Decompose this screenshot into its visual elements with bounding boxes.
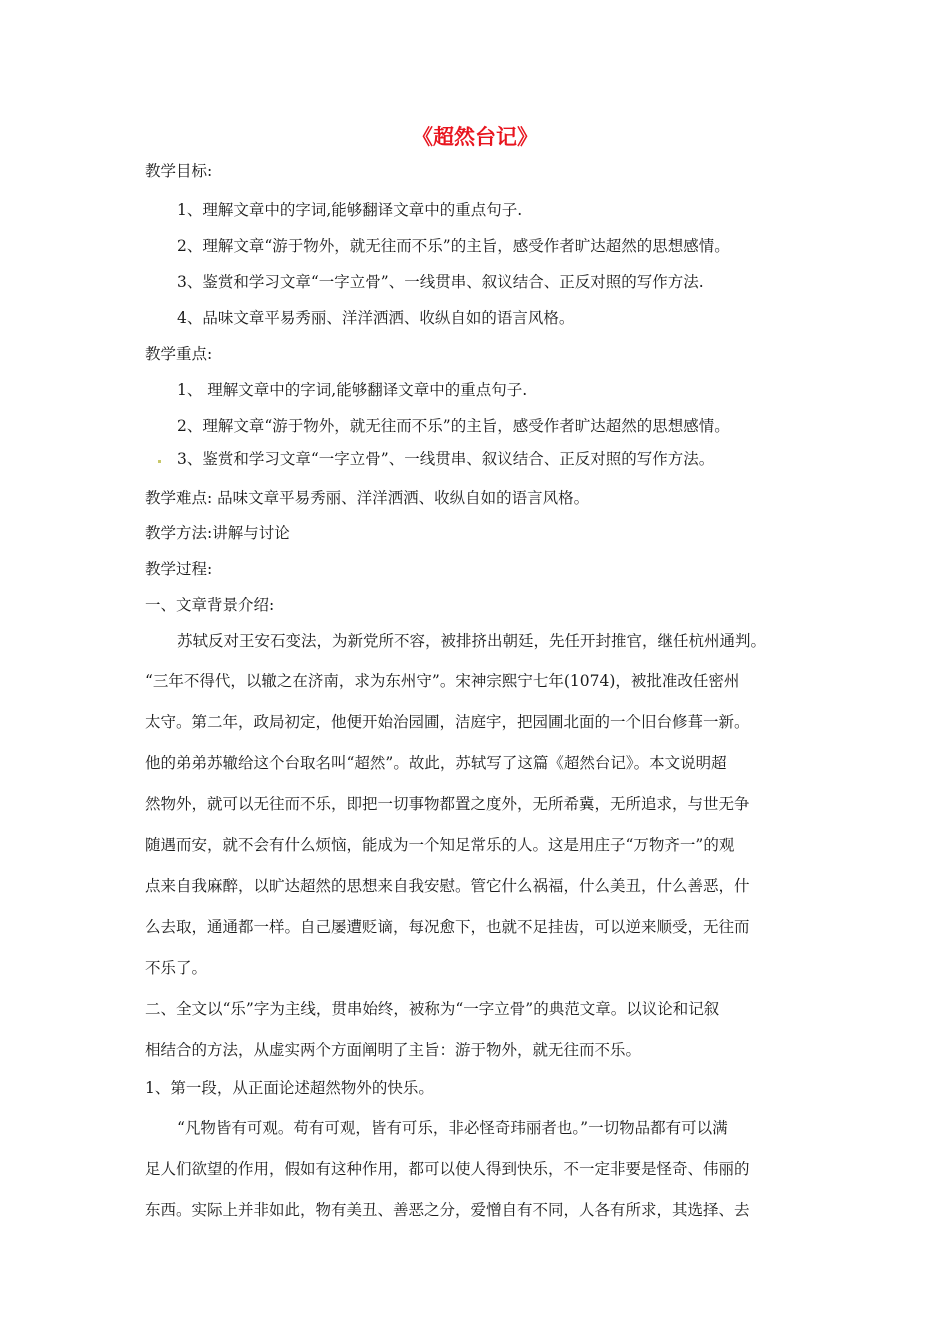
section-heading-objectives: 教学目标: — [145, 162, 213, 180]
objective-item: 3、鉴赏和学习文章“一字立骨”、一线贯串、叙议结合、正反对照的写作方法. — [177, 273, 704, 291]
body-text-line: 足人们欲望的作用，假如有这种作用，都可以使人得到快乐，不一定非要是怪奇、伟丽的 — [145, 1160, 750, 1178]
subsection-heading-background: 一、文章背景介绍: — [145, 596, 275, 614]
key-point-item: 3、鉴赏和学习文章“一字立骨”、一线贯串、叙议结合、正反对照的写作方法。 — [177, 450, 715, 468]
body-text-line: 二、全文以“乐”字为主线，贯串始终，被称为“一字立骨”的典范文章。以议论和记叙 — [145, 1000, 720, 1018]
difficulty-line: 教学难点: 品味文章平易秀丽、洋洋洒洒、收纵自如的语言风格。 — [145, 489, 590, 507]
objective-item: 4、品味文章平易秀丽、洋洋洒洒、收纵自如的语言风格。 — [177, 309, 575, 327]
key-point-item: 2、理解文章“游于物外，就无往而不乐”的主旨，感受作者旷达超然的思想感情。 — [177, 417, 730, 435]
body-text-line: “凡物皆有可观。苟有可观，皆有可乐，非必怪奇玮丽者也。”一切物品都有可以满 — [177, 1119, 728, 1137]
body-text-line: “三年不得代，以辙之在济南，求为东州守”。宋神宗熙宁七年(1074)，被批准改任密州 — [145, 672, 740, 690]
body-text-line: 然物外，就可以无往而不乐，即把一切事物都置之度外，无所希冀，无所追求，与世无争 — [145, 795, 750, 813]
key-point-item: 1、 理解文章中的字词,能够翻译文章中的重点句子. — [177, 381, 528, 399]
body-text-line: 么去取，通通都一样。自己屡遭贬谪，每况愈下，也就不足挂齿，可以逆来顺受，无往而 — [145, 918, 750, 936]
body-text-line: 苏轼反对王安石变法，为新党所不容，被排挤出朝廷，先任开封推官，继任杭州通判。 — [177, 632, 767, 650]
section-heading-process: 教学过程: — [145, 560, 213, 578]
method-line: 教学方法:讲解与讨论 — [145, 524, 290, 542]
stray-mark — [158, 460, 161, 463]
body-text-line: 相结合的方法，从虚实两个方面阐明了主旨：游于物外，就无往而不乐。 — [145, 1041, 642, 1059]
objective-item: 1、理解文章中的字词,能够翻译文章中的重点句子. — [177, 201, 523, 219]
body-text-line: 点来自我麻醉，以旷达超然的思想来自我安慰。管它什么祸福，什么美丑，什么善恶，什 — [145, 877, 750, 895]
body-text-line: 太守。第二年，政局初定，他便开始治园圃，洁庭宇，把园圃北面的一个旧台修葺一新。 — [145, 713, 750, 731]
section-heading-key-points: 教学重点: — [145, 345, 213, 363]
body-text-line: 随遇而安，就不会有什么烦恼，能成为一个知足常乐的人。这是用庄子“万物齐一”的观 — [145, 836, 735, 854]
body-text-line: 东西。实际上并非如此，物有美丑、善恶之分，爱憎自有不同，人各有所求，其选择、去 — [145, 1201, 750, 1219]
objective-item: 2、理解文章“游于物外，就无往而不乐”的主旨，感受作者旷达超然的思想感情。 — [177, 237, 730, 255]
document-title: 《超然台记》 — [412, 124, 538, 149]
body-text-line: 不乐了。 — [145, 959, 208, 977]
subsection-heading-paragraph-one: 1、第一段，从正面论述超然物外的快乐。 — [145, 1079, 434, 1097]
body-text-line: 他的弟弟苏辙给这个台取名叫“超然”。故此，苏轼写了这篇《超然台记》。本文说明超 — [145, 754, 727, 772]
